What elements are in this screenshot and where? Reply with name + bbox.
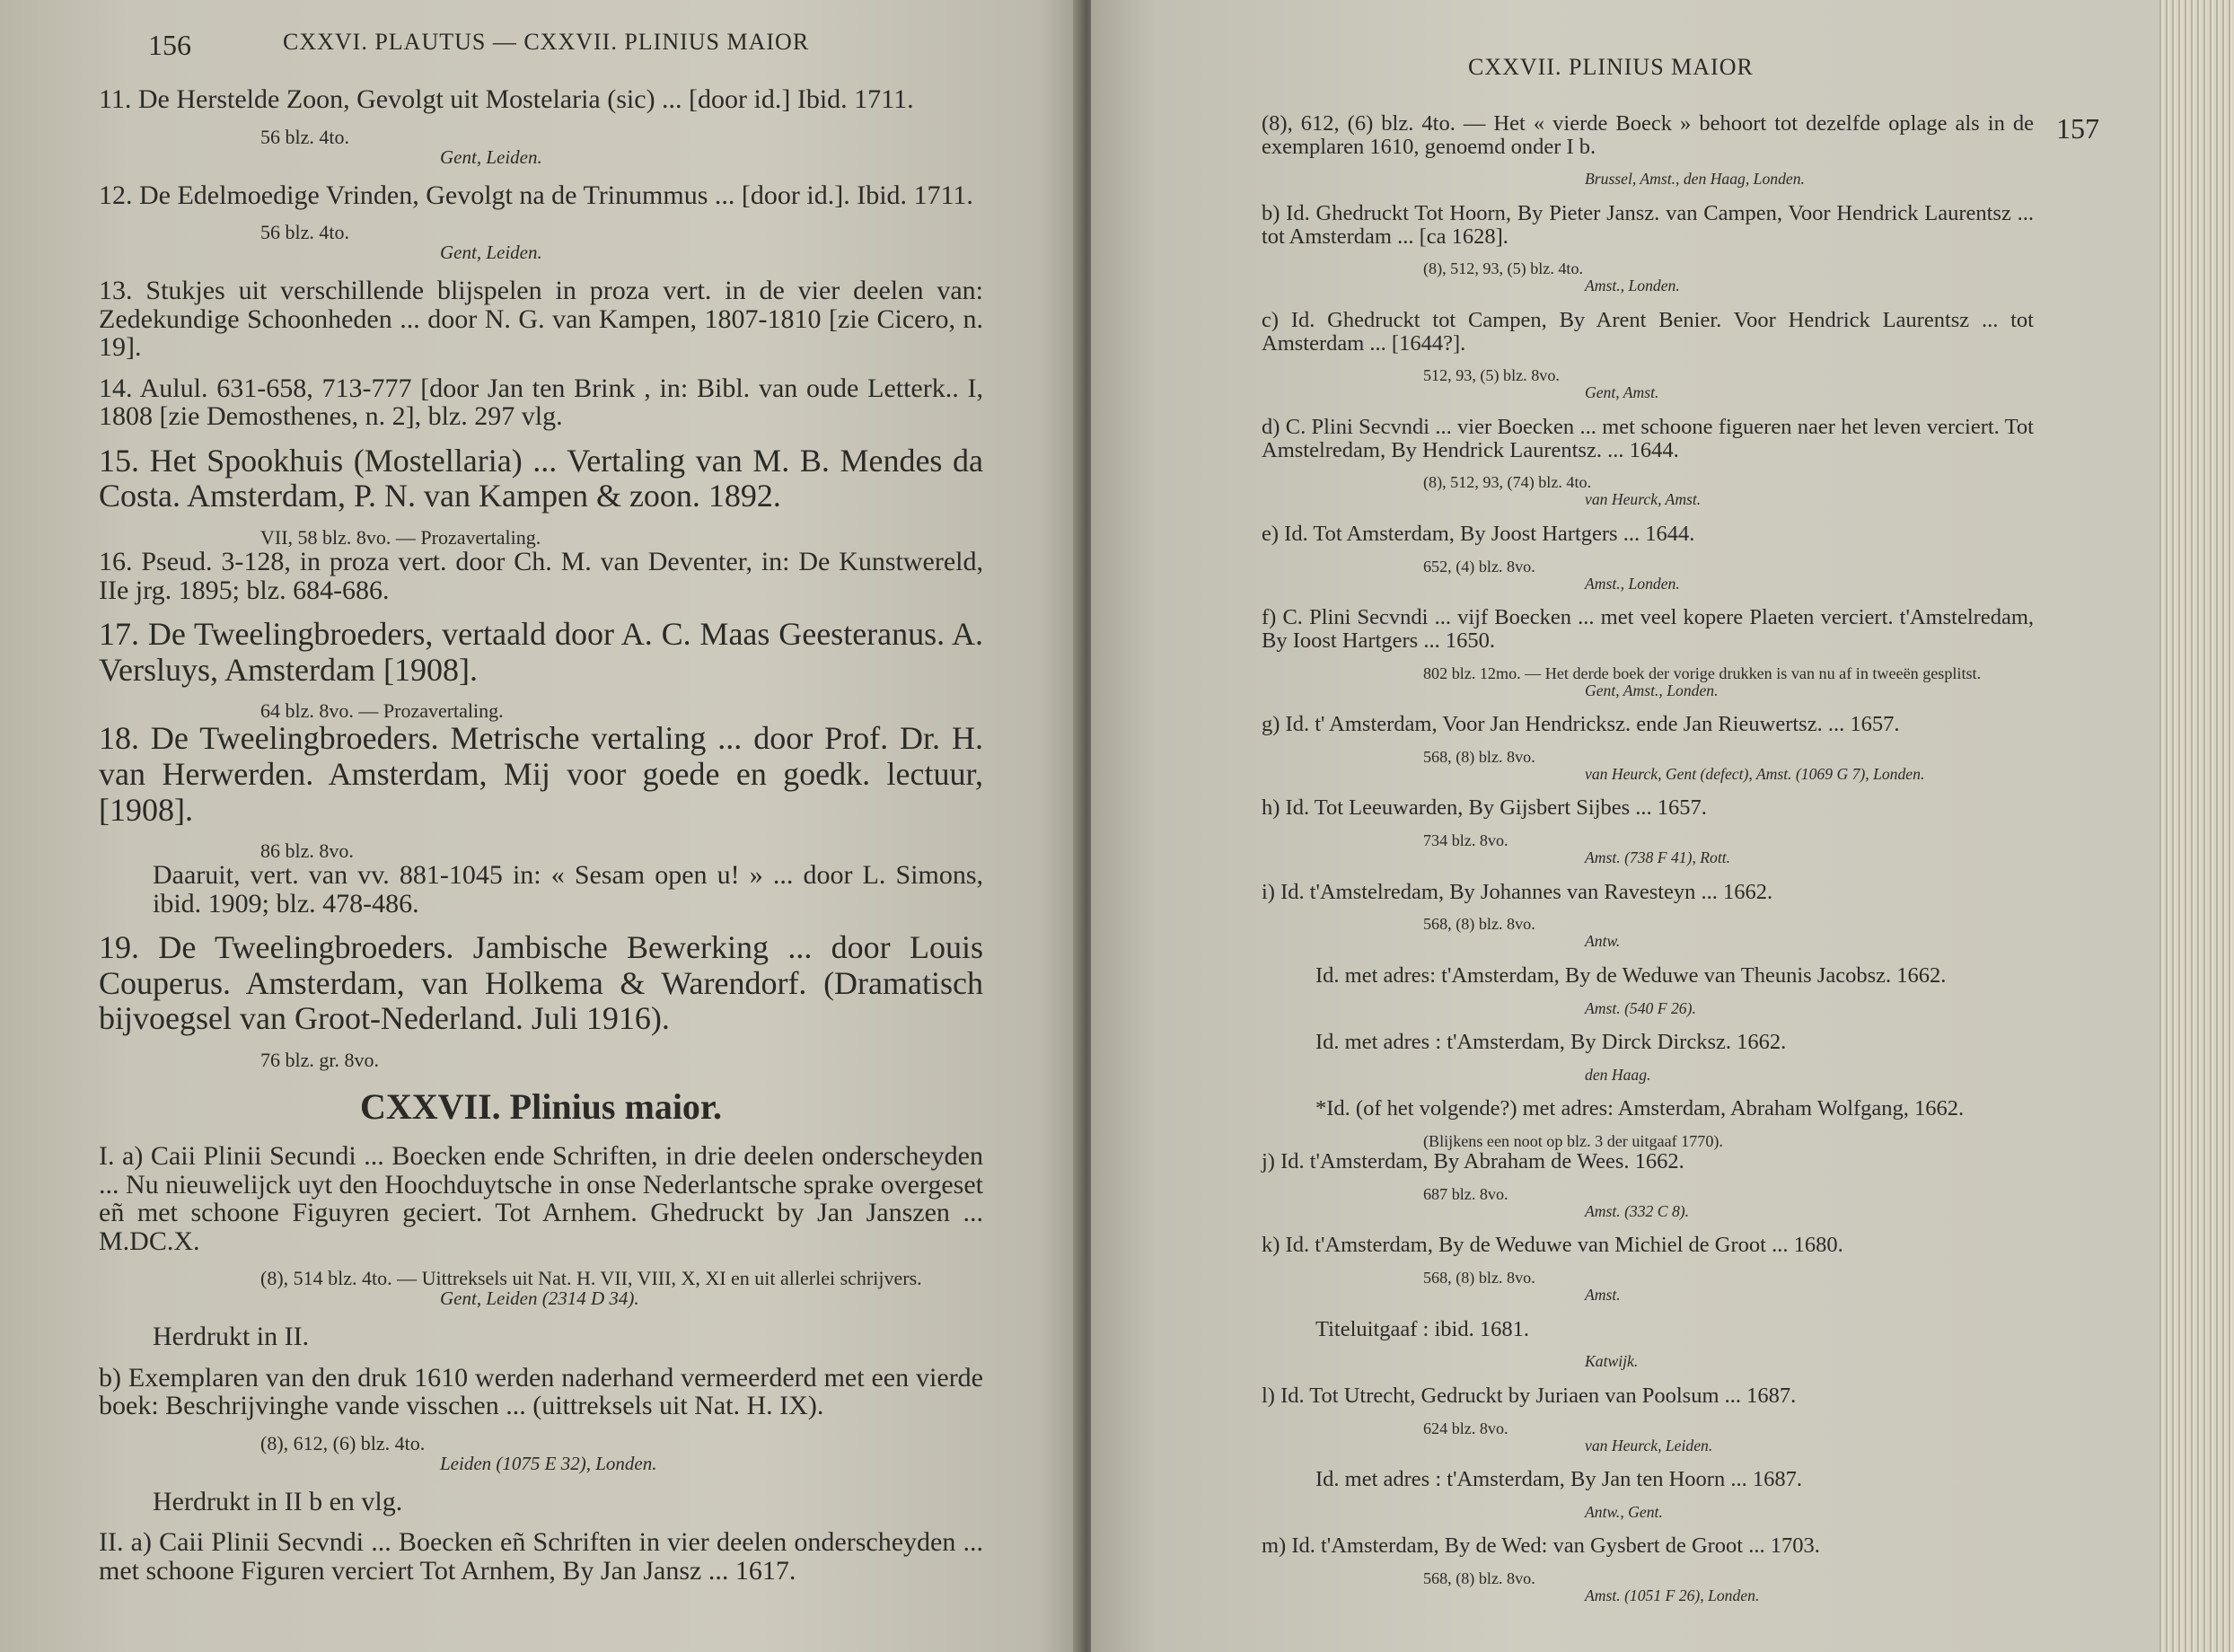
entry-collation: 512, 93, (5) blz. 8vo. — [1423, 366, 1560, 385]
entry-text: 11. De Herstelde Zoon, Gevolgt uit Mostelaria (sic) ... [door id.] Ibid. 1711. — [99, 84, 914, 114]
entry-holdings: Antw., Gent. — [1585, 1502, 1663, 1521]
left-page — [0, 0, 1082, 1652]
entry-collation: 568, (8) blz. 8vo. — [1423, 1269, 1535, 1287]
entry-text: i) Id. t'Amstelredam, By Johannes van Ravesteyn ... 1662. — [1262, 879, 1773, 904]
entry-collation: 56 blz. 4to. — [260, 221, 349, 244]
bibliography-entry — [1262, 1234, 2034, 1303]
entry-holdings: van Heurck, Leiden. — [1585, 1436, 1713, 1454]
bibliography-entry — [99, 444, 983, 548]
entry-holdings: Amst. (738 F 41), Rott. — [1585, 848, 1731, 867]
bibliography-entry — [99, 1364, 983, 1473]
entry-holdings: Gent, Leiden (2314 D 34). — [440, 1287, 639, 1310]
bibliography-entry — [1262, 964, 2034, 1016]
left-running-head: CXXVI. PLAUTUS — CXXVII. PLINIUS MAIOR — [283, 29, 810, 55]
left-page-body — [99, 85, 983, 1597]
entry-collation: 734 blz. 8vo. — [1423, 831, 1508, 850]
entry-text: Herdrukt in II b en vlg. — [153, 1486, 403, 1516]
entry-text: j) Id. t'Amsterdam, By Abraham de Wees. 1662. — [1262, 1149, 1684, 1174]
entry-text: Id. met adres : t'Amsterdam, By Jan ten Hoorn ... 1687. — [1315, 1467, 1802, 1492]
bibliography-entry — [1262, 1318, 2034, 1370]
entry-text: (8), 612, (6) blz. 4to. — Het « vierde Boeck » behoort tot dezelfde oplage als in de exemplaren 1610, genoemd onder I b. — [1262, 111, 2034, 159]
entry-holdings: Amst., Londen. — [1585, 574, 1680, 593]
entry-holdings: Amst. (332 C 8). — [1585, 1201, 1690, 1220]
entry-text: II. a) Caii Plinii Secvndi ... Boecken eñ Schriften in vier deelen onderscheyden ... met schoone Figuren verciert Tot Arnhem, By Jan Jansz ... 1617. — [99, 1527, 983, 1586]
bibliography-entry — [1262, 606, 2034, 699]
bibliography-entry — [1262, 796, 2034, 866]
entry-collation: (8), 512, 93, (5) blz. 4to. — [1423, 259, 1584, 278]
entry-collation: (8), 512, 93, (74) blz. 4to. — [1423, 473, 1592, 492]
entry-collation: 56 blz. 4to. — [260, 125, 349, 148]
entry-collation: 568, (8) blz. 8vo. — [1423, 915, 1535, 934]
right-page — [1091, 0, 2159, 1652]
entry-holdings: Katwijk. — [1585, 1352, 1639, 1371]
entry-collation: VII, 58 blz. 8vo. — Prozavertaling. — [260, 525, 541, 549]
entry-holdings: Amst., Londen. — [1585, 277, 1680, 295]
entry-text: 15. Het Spookhuis (Mostellaria) ... Vertaling van M. B. Mendes da Costa. Amsterdam, P. N. van Kampen & zoon. 1892. — [99, 442, 983, 514]
entry-text: Id. met adres : t'Amsterdam, By Dirck Dircksz. 1662. — [1315, 1030, 1787, 1055]
entry-collation: (Blijkens een noot op blz. 3 der uitgaaf 1770). — [1423, 1132, 1723, 1151]
bibliography-entry — [99, 374, 983, 431]
entry-text: 18. De Tweelingbroeders. Metrische vertaling ... door Prof. Dr. H. van Herwerden. Amsterdam, Mij voor goede en goedk. lectuur, [1908]. — [99, 720, 983, 828]
entry-collation: 802 blz. 12mo. — Het derde boek der vorige drukken is van nu af in tweeën gesplitst. — [1423, 663, 1982, 682]
bibliography-entry — [99, 1322, 983, 1351]
entry-text: c) Id. Ghedruckt tot Campen, By Arent Benier. Voor Hendrick Laurentsz ... tot Amsterdam ... [1644?]. — [1262, 307, 2034, 356]
entry-holdings: Gent, Amst. — [1585, 383, 1659, 402]
bibliography-entry — [1262, 309, 2034, 401]
entry-holdings: Gent, Amst., Londen. — [1585, 681, 1719, 699]
entry-text: Titeluitgaaf : ibid. 1681. — [1315, 1316, 1529, 1341]
entry-holdings: Amst. — [1585, 1286, 1621, 1305]
entry-text: e) Id. Tot Amsterdam, By Joost Hartgers ... 1644. — [1262, 521, 1695, 546]
entry-text: I. a) Caii Plinii Secundi ... Boecken ende Schriften, in drie deelen onderscheyden ... Nu nieuwelijck uyt den Hoochduytsche in onse Nederlantsche sprake overgeset eñ met schoone Figuyren geciert. Tot Arnhem. Ghedruckt by Jan Janszen ... M.DC.X. — [99, 1141, 983, 1256]
entry-text: 14. Aulul. 631-658, 713-777 [door Jan ten Brink , in: Bibl. van oude Letterk.. I, 1808 [zie Demosthenes, n. 2], blz. 297 vlg. — [99, 373, 983, 432]
bibliography-entry — [99, 181, 983, 263]
bibliography-entry — [99, 617, 983, 721]
bibliography-entry — [1262, 1468, 2034, 1520]
bibliography-entry — [1262, 523, 2034, 592]
entry-collation: 76 blz. gr. 8vo. — [260, 1049, 379, 1071]
bibliography-entry — [1262, 713, 2034, 782]
bibliography-entry — [1262, 202, 2034, 294]
bibliography-entry — [99, 85, 983, 167]
bibliography-entry — [99, 548, 983, 604]
bibliography-entry — [99, 1488, 983, 1516]
entry-text: *Id. (of het volgende?) met adres: Amsterdam, Abraham Wolfgang, 1662. — [1315, 1096, 1965, 1121]
entry-collation: 624 blz. 8vo. — [1423, 1419, 1508, 1437]
entry-text: 17. De Tweelingbroeders, vertaald door A. C. Maas Geesteranus. A. Versluys, Amsterdam [1908]. — [99, 616, 983, 688]
bibliography-entry — [99, 861, 983, 918]
entry-text: 19. De Tweelingbroeders. Jambische Bewerking ... door Louis Couperus. Amsterdam, van Holkema & Warendorf. (Dramatisch bijvoegsel van Groot-Nederland. Juli 1916). — [99, 929, 983, 1037]
bibliography-entry — [1262, 112, 2034, 188]
entry-collation: 64 blz. 8vo. — Prozavertaling. — [260, 699, 504, 723]
entry-holdings: den Haag. — [1585, 1065, 1651, 1084]
entry-text: 13. Stukjes uit verschillende blijspelen in proza vert. in de vier deelen van: Zedekundige Schoonheden ... door N. G. van Kampen, 1807-1810 [zie Cicero, n. 19]. — [99, 276, 983, 363]
left-page-number: 156 — [148, 29, 191, 61]
bibliography-entry — [99, 277, 983, 362]
entry-text: f) C. Plini Secvndi ... vijf Boecken ... met veel kopere Plaeten verciert. t'Amstelredam, By Ioost Hartgers ... 1650. — [1262, 605, 2034, 653]
entry-holdings: Amst. (540 F 26). — [1585, 998, 1696, 1017]
entry-text: b) Exemplaren van den druk 1610 werden naderhand vermeerderd met een vierde boek: Beschrijvinghe vande visschen ... (uittreksels uit Nat. H. IX). — [99, 1362, 983, 1421]
bibliography-entry — [1262, 1150, 2034, 1219]
bibliography-entry — [99, 1528, 983, 1585]
right-running-head: CXXVII. PLINIUS MAIOR — [1468, 54, 1754, 80]
bibliography-entry — [1262, 1534, 2034, 1604]
entry-holdings: Amst. (1051 F 26), Londen. — [1585, 1586, 1760, 1605]
entry-text: d) C. Plini Secvndi ... vier Boecken ... met schoone figueren naer het leven verciert. Tot Amstelredam, By Hendrick Laurentsz. ... 1644. — [1262, 414, 2034, 462]
entry-holdings: Brussel, Amst., den Haag, Londen. — [1585, 170, 1805, 189]
bibliography-entry — [1262, 1031, 2034, 1083]
entry-collation: 568, (8) blz. 8vo. — [1423, 747, 1535, 766]
right-page-number: 157 — [2056, 112, 2099, 145]
entry-text: 16. Pseud. 3-128, in proza vert. door Ch. M. van Deventer, in: De Kunstwereld, IIe jrg. 1895; blz. 684-686. — [99, 547, 983, 605]
entry-text: l) Id. Tot Utrecht, Gedruckt by Juriaen van Poolsum ... 1687. — [1262, 1383, 1797, 1408]
entry-text: k) Id. t'Amsterdam, By de Weduwe van Michiel de Groot ... 1680. — [1262, 1233, 1843, 1258]
entry-collation: 86 blz. 8vo. — [260, 839, 354, 863]
bibliography-entry — [99, 721, 983, 861]
bibliography-entry — [1262, 1097, 2034, 1150]
entry-holdings: Leiden (1075 E 32), Londen. — [440, 1452, 657, 1474]
entry-text: g) Id. t' Amsterdam, Voor Jan Hendricksz. ende Jan Rieuwertsz. ... 1657. — [1262, 712, 1900, 737]
entry-text: Daaruit, vert. van vv. 881-1045 in: « Sesam open u! » ... door L. Simons, ibid. 1909; blz. 478-486. — [153, 860, 983, 918]
entry-collation: 687 blz. 8vo. — [1423, 1184, 1508, 1203]
bibliography-entry — [1262, 1384, 2034, 1454]
entry-collation: (8), 612, (6) blz. 4to. — [260, 1431, 426, 1454]
bibliography-entry — [1262, 881, 2034, 950]
entry-collation: 652, (4) blz. 8vo. — [1423, 557, 1535, 576]
entry-text: h) Id. Tot Leeuwarden, By Gijsbert Sijbes ... 1657. — [1262, 795, 1707, 821]
entry-collation: (8), 514 blz. 4to. — Uittreksels uit Nat. H. VII, VIII, X, XI en uit allerlei schrijvers. — [260, 1267, 922, 1290]
section-title: CXXVII. Plinius maior. — [359, 1086, 723, 1128]
entry-holdings: van Heurck, Gent (defect), Amst. (1069 G 7), Londen. — [1585, 764, 1925, 783]
entry-text: m) Id. t'Amsterdam, By de Wed: van Gysbert de Groot ... 1703. — [1262, 1533, 1820, 1559]
right-page-body — [1262, 112, 2034, 1619]
entry-holdings: van Heurck, Amst. — [1585, 490, 1702, 509]
bibliography-entry — [99, 1142, 983, 1308]
entry-text: Herdrukt in II. — [153, 1322, 310, 1352]
entry-text: b) Id. Ghedruckt Tot Hoorn, By Pieter Jansz. van Campen, Voor Hendrick Laurentsz ... tot Amsterdam ... [ca 1628]. — [1262, 200, 2034, 249]
entry-text: Id. met adres: t'Amsterdam, By de Weduwe van Theunis Jacobsz. 1662. — [1315, 962, 1947, 988]
entry-holdings: Gent, Leiden. — [440, 242, 542, 264]
entry-text: 12. De Edelmoedige Vrinden, Gevolgt na de Trinummus ... [door id.]. Ibid. 1711. — [99, 180, 973, 210]
entry-collation: 568, (8) blz. 8vo. — [1423, 1569, 1535, 1588]
bibliography-entry — [99, 930, 983, 1070]
entry-holdings: Antw. — [1585, 932, 1621, 951]
entry-holdings: Gent, Leiden. — [440, 145, 542, 168]
bibliography-entry — [1262, 416, 2034, 508]
